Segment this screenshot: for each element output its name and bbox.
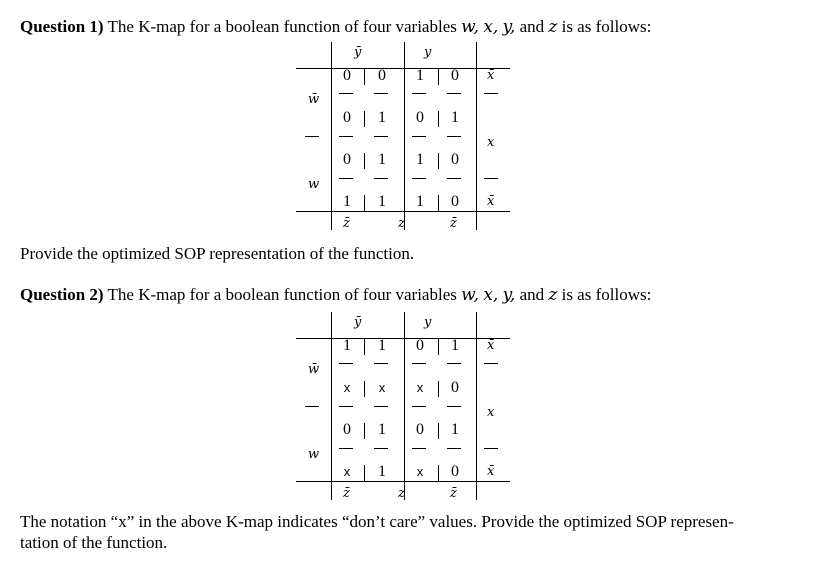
kmap2-row-sep-1-2: [412, 406, 426, 407]
kmap1-bottom-label-0: z̄: [343, 216, 350, 231]
kmap1-left-label-w: w: [308, 177, 320, 192]
kmap2-cell-r2-c3: 1: [451, 421, 459, 438]
kmap2-cell-r1-c1: x: [378, 380, 386, 395]
question-2-label: Question 2): [20, 285, 104, 304]
question-2-var-x: x,: [483, 285, 499, 305]
kmap2-middle-border: [404, 312, 405, 500]
kmap2-col-sep-0-0: [364, 339, 365, 355]
kmap2-left-sep: [305, 406, 319, 407]
question-1-and: and: [519, 17, 545, 36]
question-1-text-b: is as follows:: [561, 17, 652, 36]
kmap2-bottom-label-2: z̄: [450, 486, 457, 501]
kmap2-cell-r1-c2: x: [416, 380, 424, 395]
kmap2-row-sep-2-2: [412, 448, 426, 449]
kmap1-cell-r1-c3: 1: [451, 109, 459, 126]
kmap1-top-label-y: y: [424, 45, 432, 60]
kmap2-top-label-ybar: ȳ: [354, 315, 362, 330]
kmap2-col-sep-1-1: [438, 381, 439, 397]
kmap2-right-sep-2: [484, 448, 498, 449]
kmap2-row-sep-0-0: [339, 363, 353, 364]
kmap2-right-border: [476, 312, 477, 500]
kmap1-cell-r2-c1: 1: [378, 151, 386, 168]
question-2-prompt-line-1: The notation “x” in the above K-map indicates “don’t care” values. Provide the optimized SOP represen-: [20, 512, 734, 531]
kmap1-top-label-ybar: ȳ: [354, 45, 362, 60]
kmap1-cell-r3-c0: 1: [343, 193, 351, 210]
question-1-label: Question 1): [20, 17, 104, 36]
kmap2-row-sep-0-1: [374, 363, 388, 364]
kmap1-cell-r3-c3: 0: [451, 193, 459, 210]
kmap2-cell-r3-c2: x: [416, 464, 424, 479]
kmap2-bottom-label-1: z: [398, 486, 405, 501]
kmap1-right-label-2: x̄: [487, 194, 495, 209]
kmap2-cell-r3-c3: 0: [451, 463, 459, 480]
kmap2-cell-r2-c1: 1: [378, 421, 386, 438]
kmap2-col-sep-1-0: [364, 381, 365, 397]
kmap1-cell-r1-c1: 1: [378, 109, 386, 126]
kmap2-cell-r2-c2: 0: [416, 421, 424, 438]
kmap2-cell-r1-c0: x: [343, 380, 351, 395]
kmap2-cell-r1-c3: 0: [451, 379, 459, 396]
kmap1-cell-r2-c2: 1: [416, 151, 424, 168]
kmap1-cell-r0-c3: 0: [451, 67, 459, 84]
kmap2-col-sep-0-1: [438, 339, 439, 355]
question-2-and: and: [519, 285, 545, 304]
question-1-var-w: w,: [461, 17, 480, 37]
kmap2-left-border: [331, 312, 332, 500]
kmap2-row-sep-1-0: [339, 406, 353, 407]
question-1-text-a: The K-map for a boolean function of four variables: [107, 17, 457, 36]
kmap1-cell-r0-c0: 0: [343, 67, 351, 84]
kmap2-cell-r0-c0: 1: [343, 337, 351, 354]
kmap2-cell-r3-c0: x: [343, 464, 351, 479]
kmap2-cell-r3-c1: 1: [378, 463, 386, 480]
kmap2-col-sep-2-1: [438, 423, 439, 439]
kmap1-cell-r0-c2: 1: [416, 67, 424, 84]
kmap2-right-label-0: x̄: [487, 338, 495, 353]
kmap1-bottom-label-1: z: [398, 216, 405, 231]
kmap1-cell-r1-c2: 0: [416, 109, 424, 126]
kmap2-row-sep-2-0: [339, 448, 353, 449]
kmap2-cell-r0-c2: 0: [416, 337, 424, 354]
kmap2-left-label-wbar: w̄: [308, 362, 320, 377]
kmap2-row-sep-2-3: [447, 448, 461, 449]
kmap2-col-sep-2-0: [364, 423, 365, 439]
kmap1-bottom-label-2: z̄: [450, 216, 457, 231]
kmap2-right-label-2: x̄: [487, 464, 495, 479]
question-2-prompt: [20, 511, 820, 553]
question-1-var-x: x,: [483, 17, 499, 37]
kmap2-cell-r2-c0: 0: [343, 421, 351, 438]
question-1-var-y: y,: [502, 17, 516, 37]
question-2-var-w: w,: [461, 285, 480, 305]
kmap1-cell-r3-c2: 1: [416, 193, 424, 210]
kmap2-row-sep-0-3: [447, 363, 461, 364]
kmap1-cell-r0-c1: 0: [378, 67, 386, 84]
kmap1-cell-r3-c1: 1: [378, 193, 386, 210]
kmap1-left-label-wbar: w̄: [308, 92, 320, 107]
kmap1-cell-r2-c0: 0: [343, 151, 351, 168]
kmap2-bottom-label-0: z̄: [343, 486, 350, 501]
kmap2-col-sep-3-0: [364, 465, 365, 481]
kmap2-bottom-border: [296, 481, 510, 482]
kmap2-row-sep-1-3: [447, 406, 461, 407]
kmap2-left-label-w: w: [308, 447, 320, 462]
kmap2-right-sep-1: [484, 363, 498, 364]
kmap1-right-label-0: x̄: [487, 68, 495, 83]
question-2-var-z: z: [548, 285, 558, 305]
kmap2-cell-r0-c3: 1: [451, 337, 459, 354]
kmap2-row-sep-1-1: [374, 406, 388, 407]
kmap2-top-label-y: y: [424, 315, 432, 330]
kmap2-top-border: [296, 338, 510, 339]
kmap2-cell-r0-c1: 1: [378, 337, 386, 354]
question-2-prompt-line-2: tation of the function.: [20, 533, 168, 552]
kmap1-cell-r1-c0: 0: [343, 109, 351, 126]
kmap2-right-label-1: x: [487, 405, 495, 420]
question-1-prompt: Provide the optimized SOP representation of the function.: [20, 244, 415, 263]
question-2-text-b: is as follows:: [561, 285, 652, 304]
question-2-text-a: The K-map for a boolean function of four variables: [107, 285, 457, 304]
kmap2-row-sep-2-1: [374, 448, 388, 449]
kmap2-col-sep-3-1: [438, 465, 439, 481]
kmap1-cell-r2-c3: 0: [451, 151, 459, 168]
kmap2-row-sep-0-2: [412, 363, 426, 364]
kmap1-right-label-1: x: [487, 135, 495, 150]
question-1-var-z: z: [548, 17, 558, 37]
question-2-var-y: y,: [502, 285, 516, 305]
